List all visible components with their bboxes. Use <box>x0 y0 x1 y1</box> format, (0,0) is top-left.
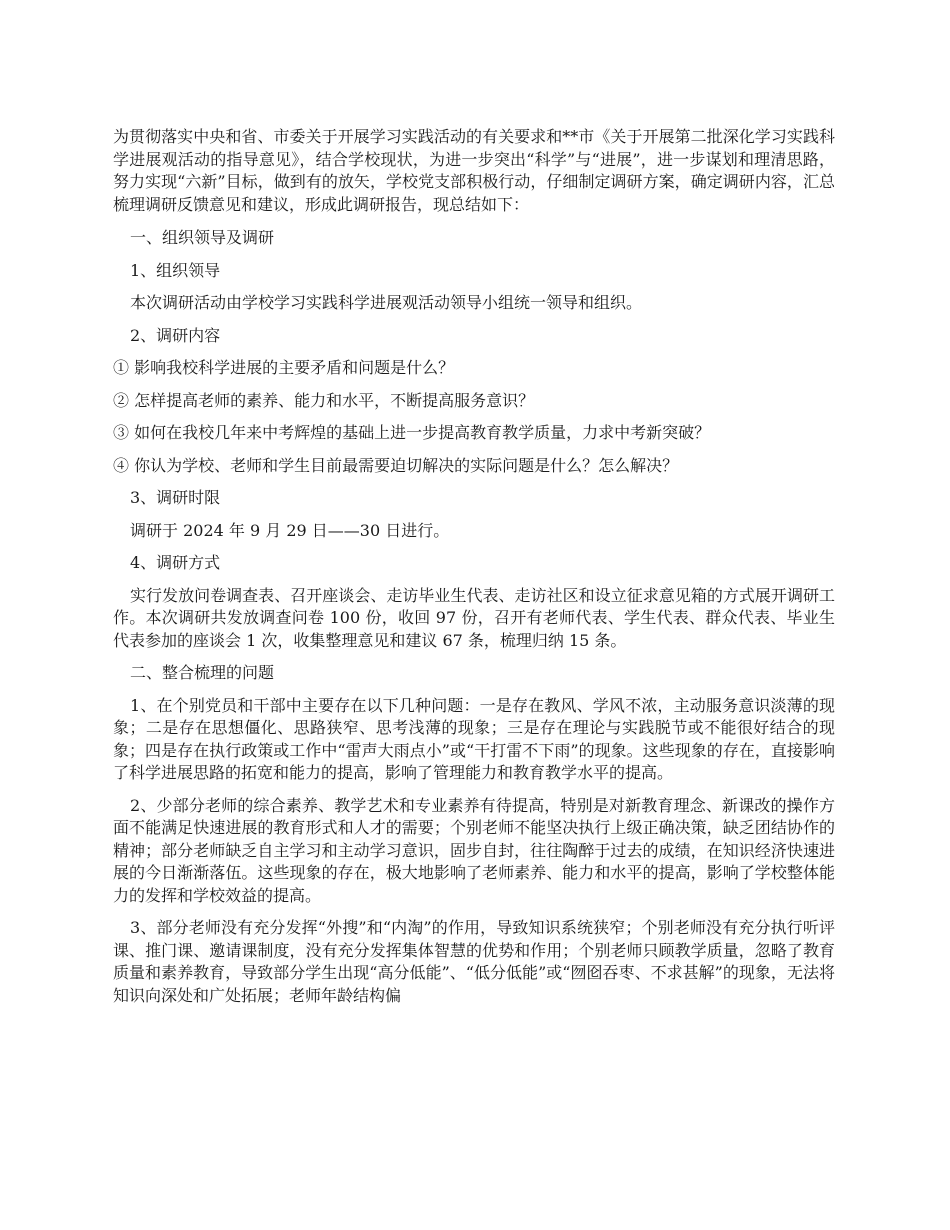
question-item-3: ③ 如何在我校几年来中考辉煌的基础上进一步提高教育教学质量，力求中考新突破？ <box>113 423 711 442</box>
body-paragraph: 本次调研活动由学校学习实践科学进展观活动领导小组统一领导和组织。 <box>130 293 643 312</box>
question-item-2: ② 怎样提高老师的素养、能力和水平，不断提高服务意识？ <box>113 390 535 410</box>
section-heading-2: 二、整合梳理的问题 <box>130 663 275 682</box>
question-item-1: ① 影响我校科学进展的主要矛盾和问题是什么？ <box>113 358 455 377</box>
body-paragraph: 1、在个别党员和干部中主要存在以下几种问题：一是存在教风、学风不浓，主动服务意识淡薄的现象；二是存在思想僵化、思路狭窄、思考浅薄的现象；三是存在理论与实践脱节或不能很好结合的现象；四是存在执行政策或工作中“雷声大雨点小”或“干打雷不下雨”的现象。这些现象的存在，直接影响了科学进展思路的拓宽和能力的提高，影响了管理能力和教育教学水平的提高。 <box>113 695 835 782</box>
section-heading-1: 一、组织领导及调研 <box>130 228 275 247</box>
intro-paragraph: 为贯彻落实中央和省、市委关于开展学习实践活动的有关要求和**市《关于开展第二批深化学习实践科学进展观活动的指导意见》，结合学校现状，为进一步突出“科学”与“进展”，进一步谋划和理清思路，努力实现“六新”目标，做到有的放矢，学校党支部积极行动，仔细制定调研方案，确定调研内容，汇总梳理调研反馈意见和建议，形成此调研报告，现总结如下： <box>113 127 835 214</box>
body-paragraph: 调研于 2024 年 9 月 29 日——30 日进行。 <box>130 520 450 540</box>
body-paragraph: 实行发放问卷调查表、召开座谈会、走访毕业生代表、走访社区和设立征求意见箱的方式展开调研工作。本次调研共发放调查问卷 100 份，收回 97 份，召开有老师代表、学生代表、群众代表、毕业生代表参加的座谈会 1 次，收集整理意见和建议 67 条，梳理归纳 15 条。 <box>113 585 835 650</box>
subheading-content: 2、调研内容 <box>130 325 221 345</box>
subheading-time: 3、调研时限 <box>130 488 221 507</box>
subheading-method: 4、调研方式 <box>130 553 221 572</box>
body-paragraph: 3、部分老师没有充分发挥“外搜”和“内淘”的作用，导致知识系统狭窄；个别老师没有充分执行听评课、推门课、邀请课制度，没有充分发挥集体智慧的优势和作用；个别老师只顾教学质量，忽略了教育质量和素养教育，导致部分学生出现“高分低能”、“低分低能”或“囫囵吞枣、不求甚解”的现象，无法将知识向深处和广处拓展；老师年龄结构偏 <box>113 918 835 1005</box>
subheading-organization: 1、组织领导 <box>130 260 221 280</box>
question-item-4: ④ 你认为学校、老师和学生目前最需要迫切解决的实际问题是什么？怎么解决？ <box>113 455 679 475</box>
body-paragraph: 2、少部分老师的综合素养、教学艺术和专业素养有待提高，特别是对新教育理念、新课改的操作方面不能满足快速进展的教育形式和人才的需要；个别老师不能坚决执行上级正确决策，缺乏团结协作的精神；部分老师缺乏自主学习和主动学习意识，固步自封，往往陶醉于过去的成绩，在知识经济快速进展的今日渐渐落伍。这些现象的存在，极大地影响了老师素养、能力和水平的提高，影响了学校整体能力的发挥和学校效益的提高。 <box>113 795 835 905</box>
document-page <box>113 126 835 1017</box>
